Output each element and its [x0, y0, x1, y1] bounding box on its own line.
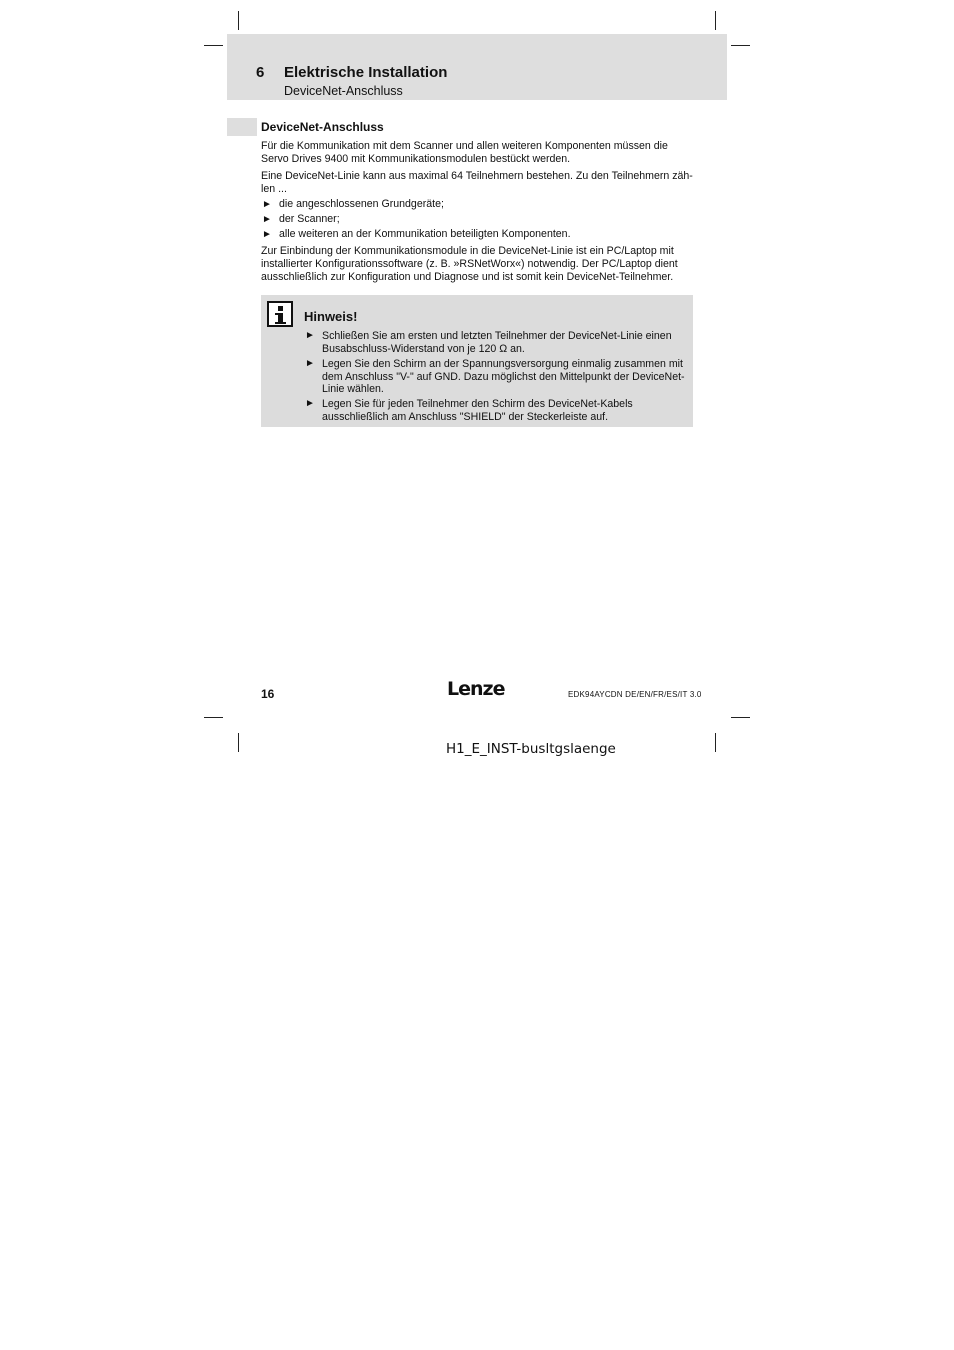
- crop-mark: [731, 717, 750, 718]
- brand-logo: Lenze: [447, 678, 505, 700]
- chapter-number: 6: [256, 64, 265, 81]
- info-icon: [267, 301, 293, 327]
- crop-mark: [238, 733, 239, 752]
- job-label: H1_E_INST-busltgslaenge: [446, 741, 616, 757]
- chapter-subtitle: DeviceNet-Anschluss: [284, 84, 403, 98]
- note-item-text: Legen Sie den Schirm an der Spannungsversorgung einmalig zusammen mit dem Anschluss "V-" auf GND. Dazu möglichst den Mittelpunkt der DeviceNet-Linie wählen.: [322, 358, 685, 395]
- list-item: [262, 198, 444, 211]
- document-code: EDK94AYCDN DE/EN/FR/ES/IT 3.0: [568, 690, 702, 699]
- paragraph-2-line-2: len ...: [261, 183, 287, 195]
- note-item: [305, 358, 687, 396]
- note-title: Hinweis!: [304, 309, 358, 324]
- note-item: [305, 330, 687, 355]
- list-item-text: alle weiteren an der Kommunikation beteiligten Komponenten.: [279, 228, 571, 240]
- paragraph-3: Zur Einbindung der Kommunikationsmodule in die DeviceNet-Linie ist ein PC/Laptop mit installierter Konfigurationssoftware (z. B. »RSNetWorx«) notwendig. Der PC/Laptop dient ausschließlich zur Konfiguration und Diagnose und ist somit kein DeviceNet-Teilnehmer.: [261, 245, 678, 283]
- crop-mark: [204, 45, 223, 46]
- bullet-arrow-icon: ►: [305, 398, 315, 409]
- bullet-arrow-icon: ►: [305, 330, 315, 341]
- list-item: [262, 228, 571, 241]
- section-heading: DeviceNet-Anschluss: [261, 120, 384, 134]
- crop-mark: [731, 45, 750, 46]
- list-item: [262, 213, 340, 226]
- bullet-arrow-icon: ►: [262, 229, 272, 240]
- paragraph-2-line-1: Eine DeviceNet-Linie kann aus maximal 64 Teilnehmern bestehen. Zu den Teilnehmern zäh-: [261, 170, 693, 182]
- bullet-arrow-icon: ►: [262, 214, 272, 225]
- chapter-title: Elektrische Installation: [284, 64, 448, 81]
- crop-mark: [715, 733, 716, 752]
- crop-mark: [238, 11, 239, 30]
- crop-mark: [715, 11, 716, 30]
- list-item-text: der Scanner;: [279, 213, 340, 225]
- page-number: 16: [261, 687, 275, 701]
- bullet-arrow-icon: ►: [305, 358, 315, 369]
- paragraph-2: [261, 170, 693, 196]
- note-item-text: Legen Sie für jeden Teilnehmer den Schirm des DeviceNet-Kabels ausschließlich am Anschluss "SHIELD" der Steckerleiste auf.: [322, 398, 633, 423]
- bullet-arrow-icon: ►: [262, 199, 272, 210]
- list-item-text: die angeschlossenen Grundgeräte;: [279, 198, 444, 210]
- crop-mark: [204, 717, 223, 718]
- paragraph-1: Für die Kommunikation mit dem Scanner und allen weiteren Komponenten müssen die Servo Drives 9400 mit Kommunikationsmodulen bestückt werden.: [261, 140, 668, 165]
- section-marker: [227, 118, 257, 136]
- note-item: [305, 398, 687, 423]
- note-item-text: Schließen Sie am ersten und letzten Teilnehmer der DeviceNet-Linie einen Busabschluss-Widerstand von je 120 Ω an.: [322, 330, 672, 355]
